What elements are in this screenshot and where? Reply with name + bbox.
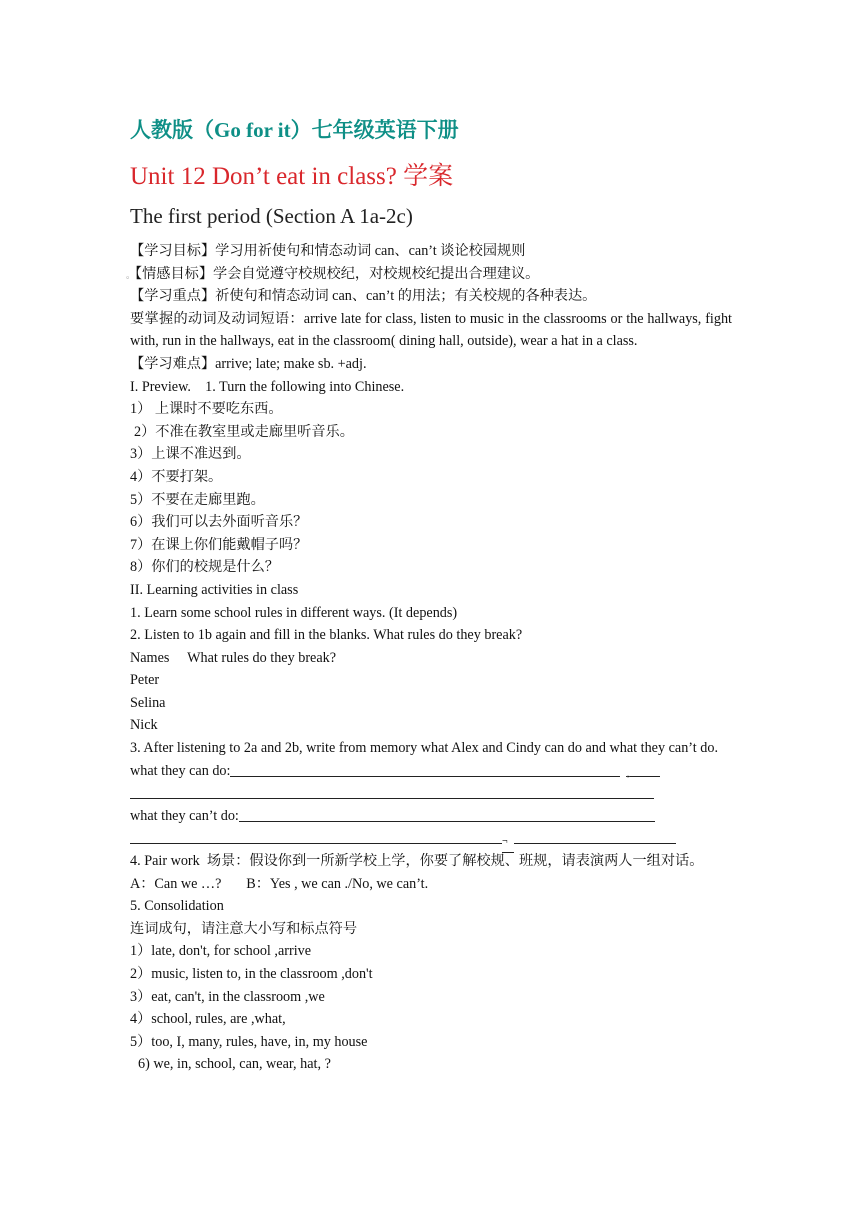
preview-task: 1. Turn the following into Chinese. (205, 378, 405, 395)
activity-2: 2. Listen to 1b again and fill in the blanks. What rules do they break? (130, 627, 523, 644)
sentence-item: 3）eat, can't, in the classroom ,we (130, 988, 325, 1005)
key-point: 【学习重点】祈使句和情态动词 can、can’t 的用法；有关校规的各种表达。 (130, 288, 597, 305)
rules-table-header (130, 647, 732, 670)
sentence-item: 4）school, rules, are ,what, (130, 1011, 286, 1028)
preview-item: 7）在课上你们能戴帽子吗？ (130, 536, 308, 553)
activity-4 (130, 850, 732, 873)
preview-item: 6）我们可以去外面听音乐？ (130, 514, 308, 531)
dialogue-answer: B：Yes , we can ./No, we can’t. (246, 875, 429, 892)
cant-do-label: what they can’t do: (130, 807, 239, 824)
activity-1: 1. Learn some school rules in different ways. (It depends) (130, 604, 458, 621)
emotion-goal-line (126, 263, 732, 286)
can-do-blank[interactable] (230, 762, 620, 777)
col-rules: What rules do they break? (187, 649, 337, 666)
can-do-label: what they can do: (130, 762, 231, 779)
can-do-line-2 (130, 782, 732, 805)
activity-5: 5. Consolidation (130, 898, 224, 915)
document-title: 人教版（Go for it）七年级英语下册 (130, 118, 459, 142)
can-do-blank-2[interactable] (130, 784, 654, 799)
preview-item: 3）上课不准迟到。 (130, 446, 251, 463)
document-body (126, 240, 732, 1076)
cant-do-line-2 (130, 827, 732, 850)
preview-item: 2）不准在教室里或走廊里听音乐。 (134, 423, 354, 440)
dialogue-question: A：Can we …? (130, 875, 222, 892)
corner-mark: ¬ (502, 838, 514, 853)
cant-do-line (130, 805, 732, 828)
cant-do-blank-3[interactable] (514, 829, 676, 844)
sentence-item: 6) we, in, school, can, wear, hat, ? (138, 1056, 331, 1073)
activity-3: 3. After listening to 2a and 2b, write from memory what Alex and Cindy can do and what they can’t do. (130, 740, 718, 757)
cant-do-blank[interactable] (239, 807, 655, 822)
pair-work-label: 4. Pair work (130, 853, 200, 870)
emotion-goal: 【情感目标】学会自觉遵守校规校纪，对校规校纪提出合理建议。 (135, 265, 540, 282)
study-goal: 【学习目标】学习用祈使句和情态动词 can、can’t 谈论校园规则 (130, 243, 526, 259)
phrases-intro: 要掌握的动词及动词短语：arrive late for class, listen to music in the classrooms or the hallways, fight with, run in the hallways, eat in the classroom( dining hall, outside), wear a hat in a class. (130, 310, 732, 350)
activities-heading: II. Learning activities in class (130, 581, 299, 598)
sentence-item: 5）too, I, many, rules, have, in, my house (130, 1033, 368, 1050)
preview-item: 1） 上课时不要吃东西。 (130, 401, 283, 418)
sentence-item: 1）late, don't, for school ,arrive (130, 943, 312, 960)
can-do-blank-end[interactable] (634, 762, 660, 777)
period-title: The first period (Section A 1a-2c) (130, 204, 413, 228)
dialogue-line (130, 873, 732, 896)
preview-heading-line (130, 376, 732, 399)
name-row: Nick (130, 717, 158, 734)
preview-item: 5）不要在走廊里跑。 (130, 491, 265, 508)
unit-title: Unit 12 Don’t eat in class? 学案 (130, 163, 454, 190)
consolidation-note: 连词成句，请注意大小写和标点符号 (130, 920, 358, 937)
preview-item: 4）不要打架。 (130, 468, 223, 485)
sentence-item: 2）music, listen to, in the classroom ,don't (130, 966, 373, 982)
preview-item: 8）你们的校规是什么？ (130, 559, 279, 576)
col-names: Names (130, 649, 170, 666)
name-row: Selina (130, 694, 166, 711)
pair-work-text: 场景：假设你到一所新学校上学，你要了解校规、班规，请表演两人一组对话。 (206, 853, 704, 870)
can-do-blank-dot: 。 (626, 762, 634, 777)
cant-do-blank-2[interactable] (130, 829, 502, 844)
preview-heading: I. Preview. (130, 378, 191, 395)
name-row: Peter (130, 672, 160, 689)
can-do-line (130, 760, 732, 783)
difficulty: 【学习难点】arrive; late; make sb. +adj. (130, 355, 367, 372)
stray-dot-mark: 。 (126, 269, 136, 280)
